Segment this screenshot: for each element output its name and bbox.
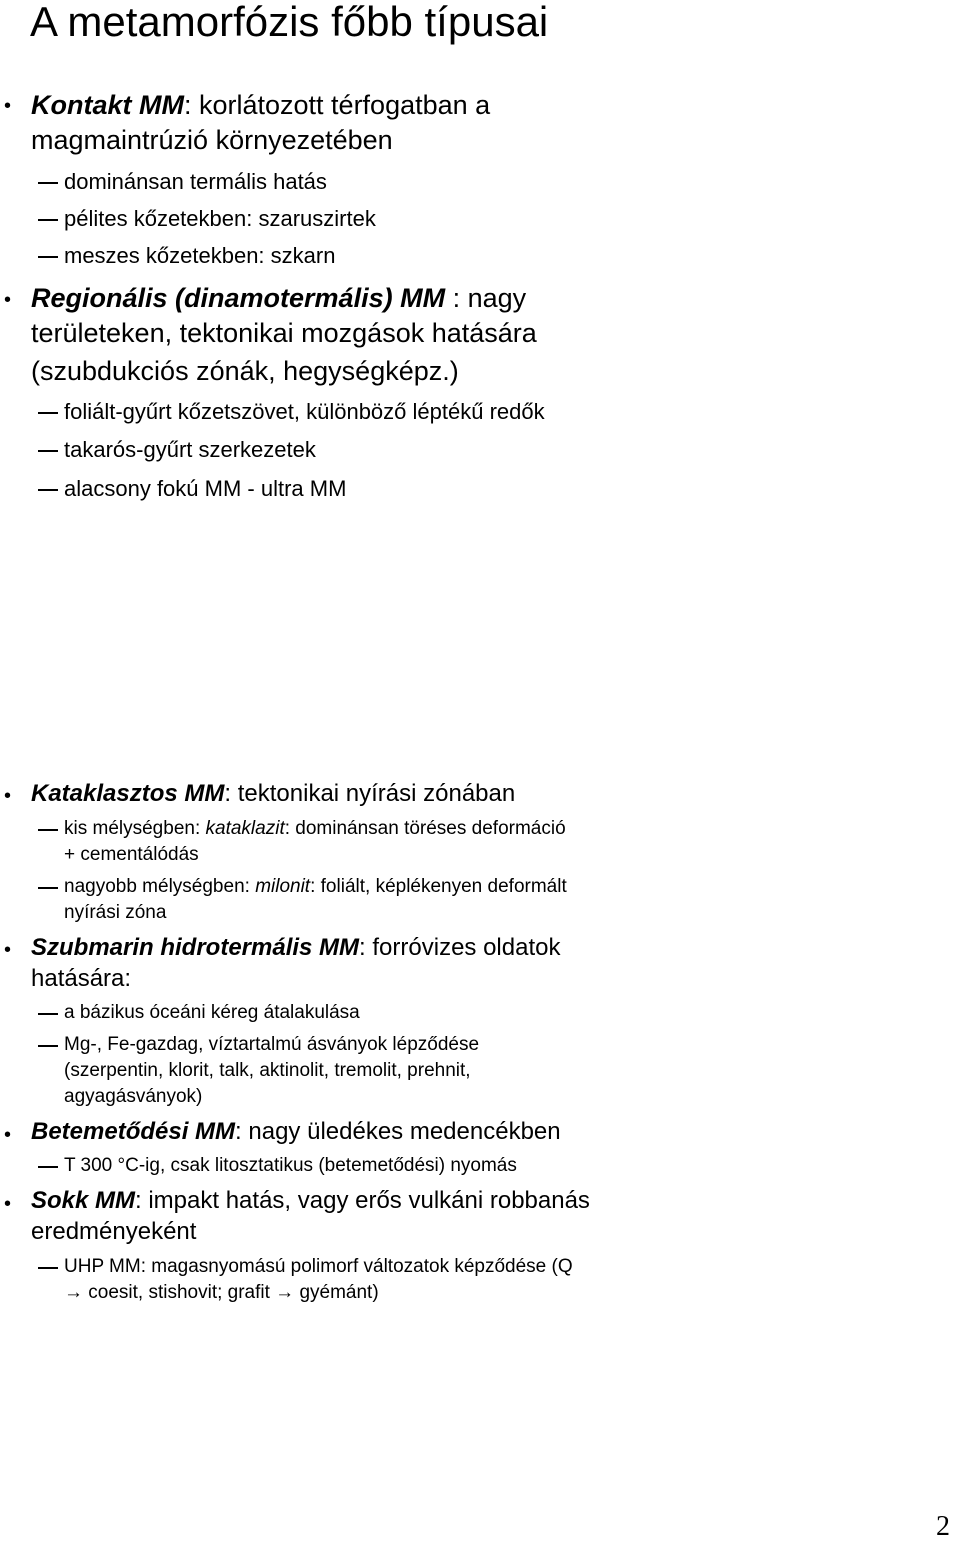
regionalis-heading-line3: (szubdukciós zónák, hegységképz.) — [31, 356, 459, 386]
kataklasztos-heading: Kataklasztos MM: tektonikai nyírási zónában — [31, 780, 516, 807]
szubmarin-item-2-line3: agyagásványok) — [64, 1086, 203, 1107]
regionalis-item-2: takarós-gyűrt szerkezetek — [64, 437, 316, 462]
bullet-icon: • — [4, 1124, 12, 1146]
dash-icon — [38, 829, 58, 831]
bullet-icon: • — [4, 289, 12, 311]
betemetodesi-item-1: T 300 °C-ig, csak litosztatikus (betemetődési) nyomás — [64, 1155, 517, 1176]
sokk-heading-line2: eredményeként — [31, 1218, 197, 1245]
dash-icon — [38, 219, 58, 221]
szubmarin-heading-line2: hatására: — [31, 965, 132, 992]
bullet-icon: • — [4, 785, 12, 807]
szubmarin-item-2-line2: (szerpentin, klorit, talk, aktinolit, tremolit, prehnit, — [64, 1060, 471, 1081]
bullet-icon: • — [4, 939, 12, 961]
regionalis-item-3: alacsony fokú MM - ultra MM — [64, 476, 347, 501]
regionalis-heading-line2: területeken, tektonikai mozgások hatására — [31, 318, 537, 348]
dash-icon — [38, 256, 58, 258]
kataklasztos-item-2-line2: nyírási zóna — [64, 902, 167, 923]
szubmarin-heading: Szubmarin hidrotermális MM: forróvizes oldatok — [31, 934, 561, 961]
kataklasztos-item-1: kis mélységben: kataklazit: dominánsan töréses deformáció — [64, 818, 566, 839]
kontakt-item-2: pélites kőzetekben: szaruszirtek — [64, 206, 376, 231]
dash-icon — [38, 182, 58, 184]
sokk-item-1-line2: → coesit, stishovit; grafit → gyémánt) — [64, 1282, 379, 1303]
dash-icon — [38, 1267, 58, 1269]
sokk-heading: Sokk MM: impakt hatás, vagy erős vulkáni robbanás — [31, 1187, 590, 1214]
kontakt-item-1: dominánsan termális hatás — [64, 169, 327, 194]
dash-icon — [38, 1166, 58, 1168]
dash-icon — [38, 1013, 58, 1015]
betemetodesi-heading: Betemetődési MM: nagy üledékes medencékben — [31, 1118, 561, 1145]
dash-icon — [38, 489, 58, 491]
dash-icon — [38, 1045, 58, 1047]
page-number: 2 — [936, 1511, 950, 1542]
regionalis-heading: Regionális (dinamotermális) MM : nagy — [31, 283, 527, 313]
kataklasztos-item-2: nagyobb mélységben: milonit: foliált, képlékenyen deformált — [64, 876, 567, 897]
kontakt-heading-line2: magmaintrúzió környezetében — [31, 125, 393, 155]
dash-icon — [38, 450, 58, 452]
page-title: A metamorfózis főbb típusai — [30, 0, 549, 45]
dash-icon — [38, 887, 58, 889]
bullet-icon: • — [4, 95, 12, 117]
szubmarin-item-1: a bázikus óceáni kéreg átalakulása — [64, 1002, 360, 1023]
szubmarin-item-2: Mg-, Fe-gazdag, víztartalmú ásványok lépződése — [64, 1034, 480, 1055]
bullet-icon: • — [4, 1193, 12, 1215]
kontakt-item-3: meszes kőzetekben: szkarn — [64, 243, 336, 268]
kataklasztos-item-1-line2: + cementálódás — [64, 844, 199, 865]
sokk-item-1: UHP MM: magasnyomású polimorf változatok képződése (Q — [64, 1256, 573, 1277]
regionalis-item-1: foliált-gyűrt kőzetszövet, különböző léptékű redők — [64, 399, 545, 424]
dash-icon — [38, 412, 58, 414]
kontakt-heading: Kontakt MM: korlátozott térfogatban a — [31, 90, 491, 120]
